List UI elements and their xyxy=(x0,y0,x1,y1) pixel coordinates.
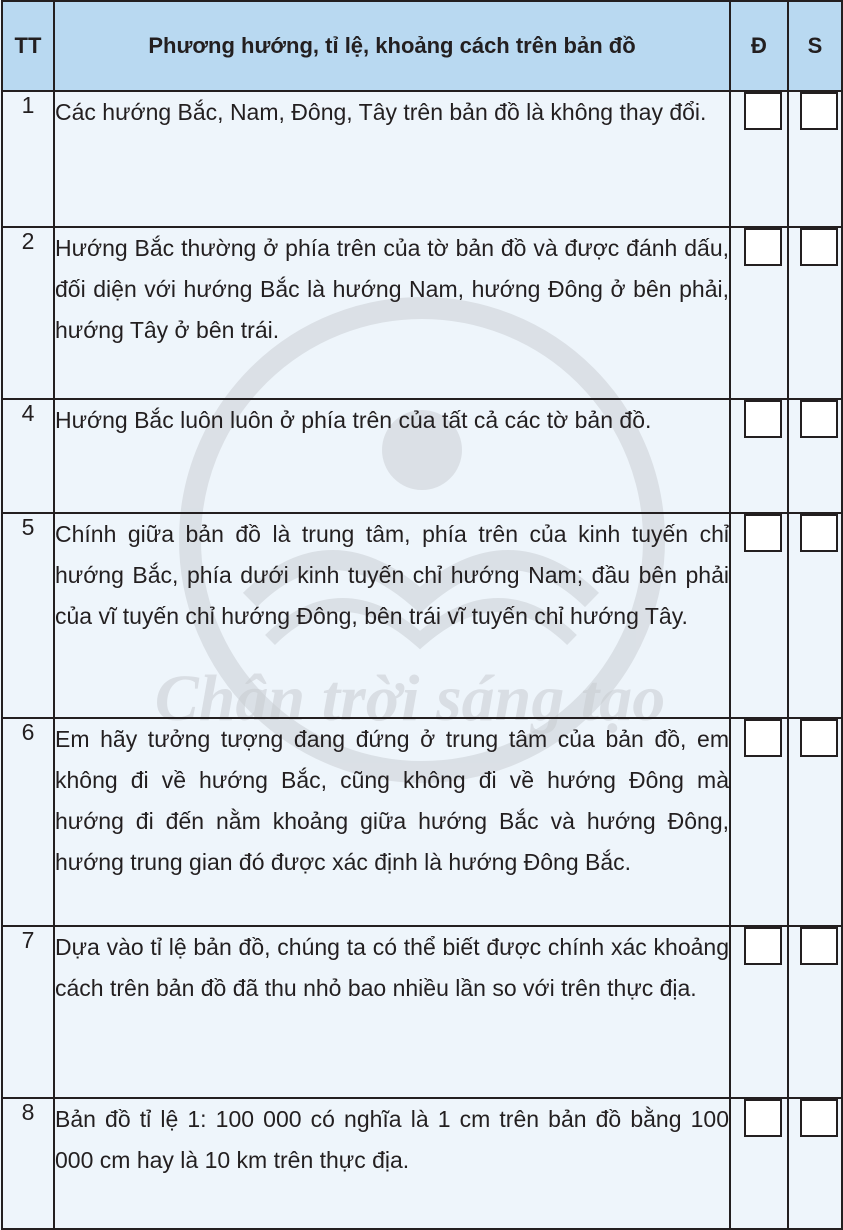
true-cell xyxy=(730,399,788,513)
row-statement: Hướng Bắc luôn luôn ở phía trên của tất cả các tờ bản đồ. xyxy=(54,399,730,513)
true-checkbox[interactable] xyxy=(744,228,782,266)
true-cell xyxy=(730,227,788,399)
false-checkbox[interactable] xyxy=(800,1099,838,1137)
true-cell xyxy=(730,91,788,227)
false-checkbox[interactable] xyxy=(800,927,838,965)
true-checkbox[interactable] xyxy=(744,400,782,438)
true-checkbox[interactable] xyxy=(744,927,782,965)
table-row xyxy=(2,91,842,227)
false-cell xyxy=(788,718,842,926)
true-cell xyxy=(730,1098,788,1229)
false-checkbox[interactable] xyxy=(800,400,838,438)
row-number: 8 xyxy=(2,1098,54,1229)
row-statement: Các hướng Bắc, Nam, Đông, Tây trên bản đồ là không thay đổi. xyxy=(54,91,730,227)
table-row xyxy=(2,513,842,718)
false-cell xyxy=(788,926,842,1098)
header-false: S xyxy=(788,1,842,91)
true-false-table xyxy=(1,0,843,1230)
row-statement: Dựa vào tỉ lệ bản đồ, chúng ta có thể biết được chính xác khoảng cách trên bản đồ đã thu nhỏ bao nhiều lần so với trên thực địa. xyxy=(54,926,730,1098)
row-statement: Chính giữa bản đồ là trung tâm, phía trên của kinh tuyến chỉ hướng Bắc, phía dưới kinh tuyến chỉ hướng Nam; đầu bên phải của vĩ tuyến chỉ hướng Đông, bên trái vĩ tuyến chỉ hướng Tây. xyxy=(54,513,730,718)
false-cell xyxy=(788,1098,842,1229)
true-cell xyxy=(730,513,788,718)
false-checkbox[interactable] xyxy=(800,228,838,266)
false-checkbox[interactable] xyxy=(800,514,838,552)
table-row xyxy=(2,399,842,513)
false-checkbox[interactable] xyxy=(800,719,838,757)
true-checkbox[interactable] xyxy=(744,514,782,552)
false-cell xyxy=(788,91,842,227)
table-row xyxy=(2,227,842,399)
row-statement: Em hãy tưởng tượng đang đứng ở trung tâm của bản đồ, em không đi về hướng Bắc, cũng không đi về hướng Đông mà hướng đi đến nằm khoảng giữa hướng Bắc và hướng Đông, hướng trung gian đó được xác định là hướng Đông Bắc. xyxy=(54,718,730,926)
header-statement: Phương hướng, tỉ lệ, khoảng cách trên bản đồ xyxy=(54,1,730,91)
false-cell xyxy=(788,513,842,718)
row-statement: Bản đồ tỉ lệ 1: 100 000 có nghĩa là 1 cm trên bản đồ bằng 100 000 cm hay là 10 km trên thực địa. xyxy=(54,1098,730,1229)
row-number: 1 xyxy=(2,91,54,227)
table-header-row xyxy=(2,1,842,91)
false-checkbox[interactable] xyxy=(800,92,838,130)
true-cell xyxy=(730,718,788,926)
row-statement: Hướng Bắc thường ở phía trên của tờ bản đồ và được đánh dấu, đối diện với hướng Bắc là hướng Nam, hướng Đông ở bên phải, hướng Tây ở bên trái. xyxy=(54,227,730,399)
table-row xyxy=(2,926,842,1098)
table-row xyxy=(2,718,842,926)
false-cell xyxy=(788,399,842,513)
row-number: 4 xyxy=(2,399,54,513)
false-cell xyxy=(788,227,842,399)
true-cell xyxy=(730,926,788,1098)
header-true: Đ xyxy=(730,1,788,91)
watermark-text: Chân trời sáng tạo xyxy=(154,662,666,735)
header-number: TT xyxy=(2,1,54,91)
table-row xyxy=(2,1098,842,1229)
true-checkbox[interactable] xyxy=(744,1099,782,1137)
row-number: 5 xyxy=(2,513,54,718)
row-number: 6 xyxy=(2,718,54,926)
true-checkbox[interactable] xyxy=(744,719,782,757)
row-number: 2 xyxy=(2,227,54,399)
true-checkbox[interactable] xyxy=(744,92,782,130)
row-number: 7 xyxy=(2,926,54,1098)
